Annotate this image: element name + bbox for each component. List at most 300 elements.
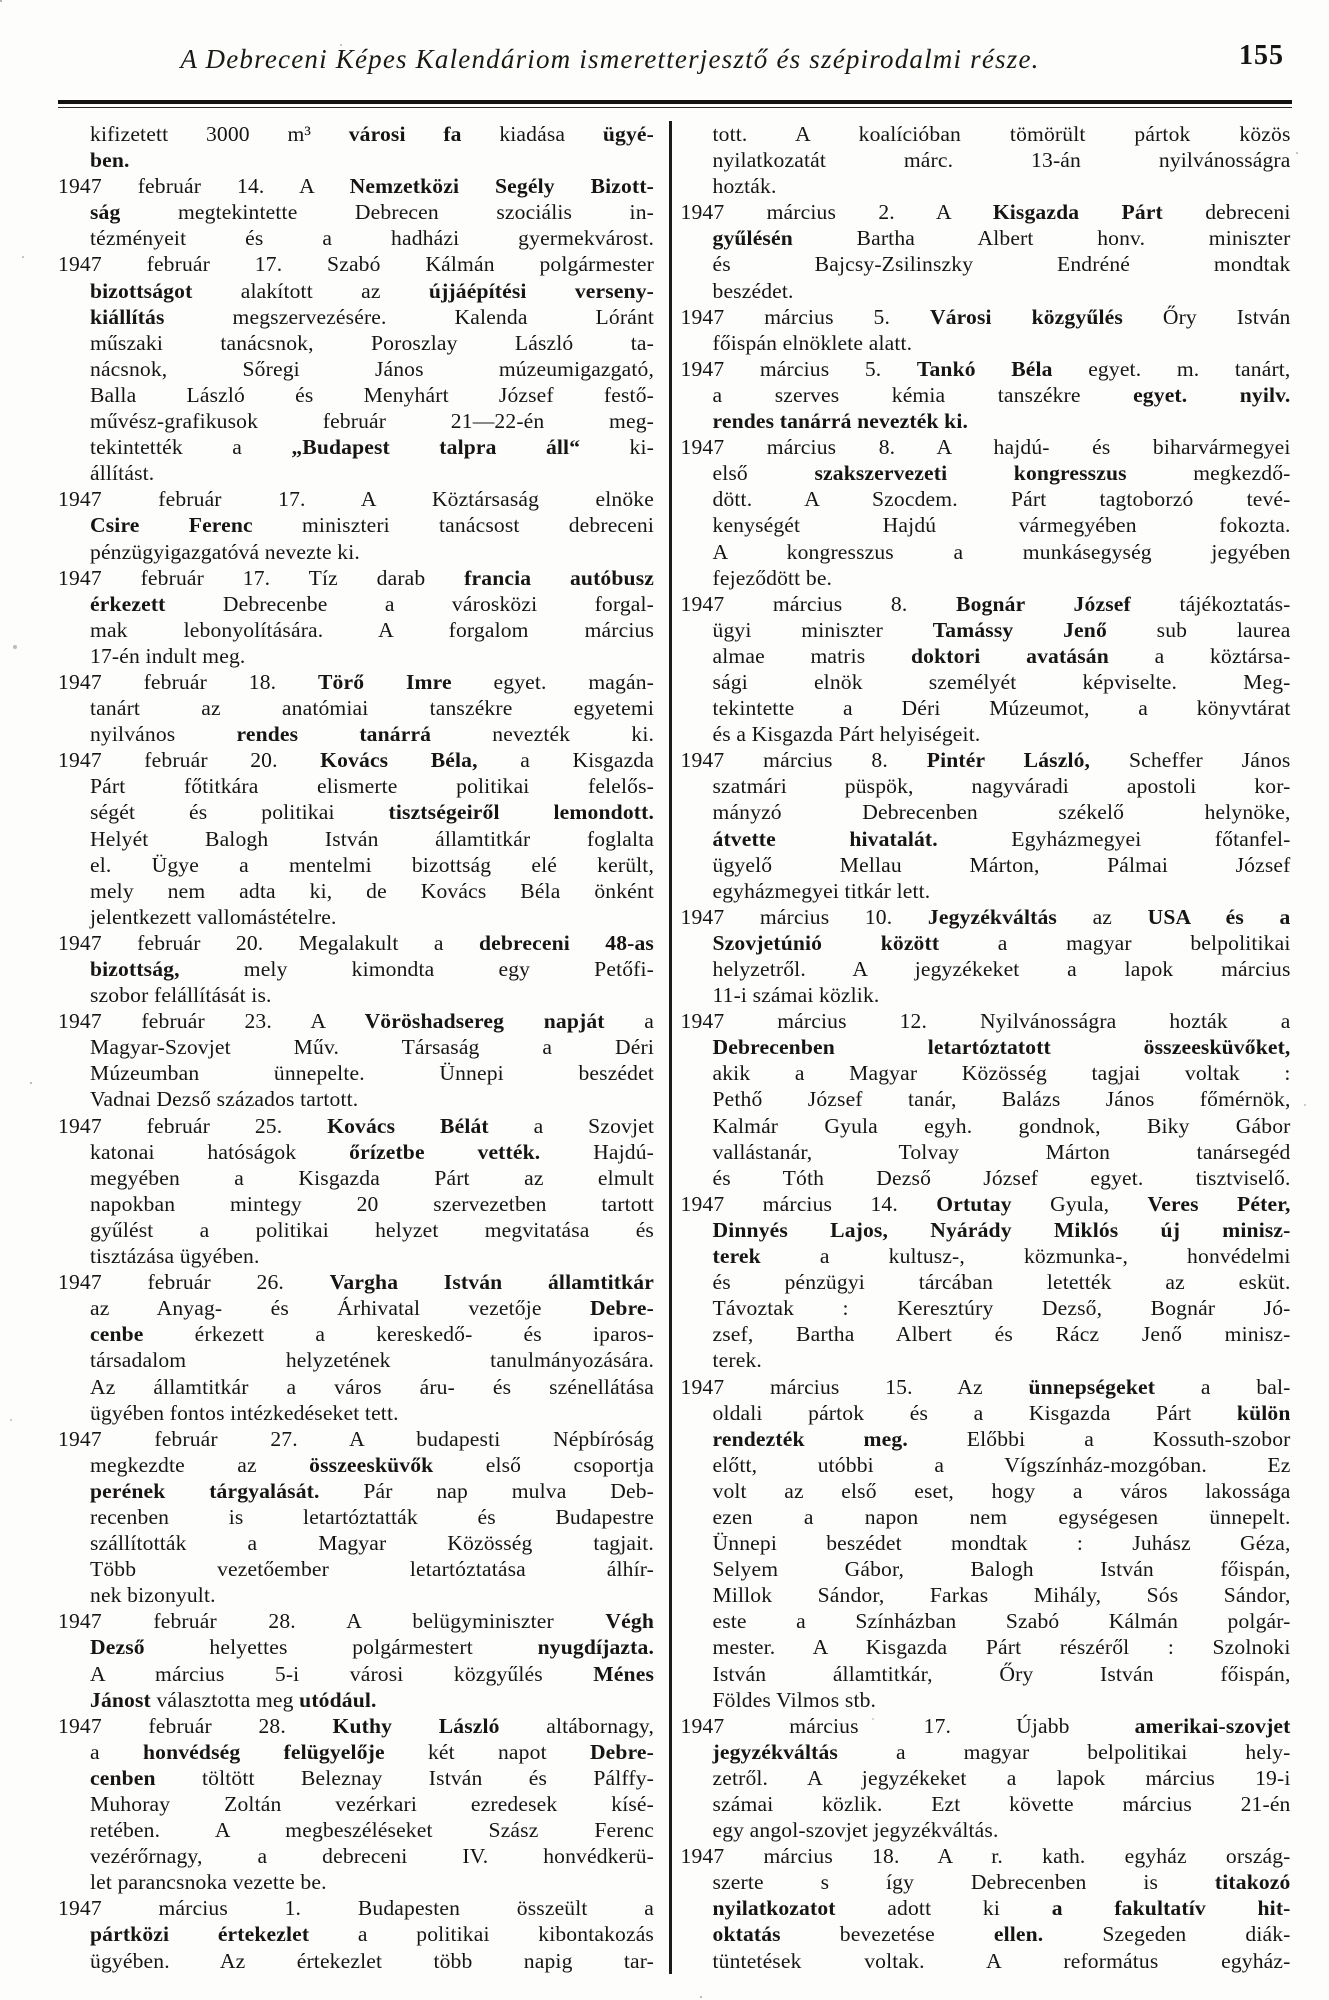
bold-text-run: Tankó Béla [916, 356, 1053, 381]
text-line [681, 747, 1291, 773]
text-line [681, 930, 1291, 956]
text-run: Muhoray Zoltán vezérkari ezredesek kísé- [90, 1792, 654, 1816]
text-line [681, 1165, 1291, 1191]
text-run: tott. A koalícióban tömörült pártok közös [712, 122, 1291, 146]
text-line [58, 1817, 654, 1843]
text-run: 1947 március 17. Újabb [680, 1713, 1135, 1738]
text-run: szobor felállítását is. [90, 983, 272, 1008]
text-run: gyűlést a politikai helyzet megvitatása és [90, 1217, 654, 1242]
text-line [681, 539, 1291, 565]
text-run: Helyét Balogh István államtitkár foglalta [90, 826, 654, 851]
bold-text-run: őrízetbe vették. [349, 1139, 541, 1164]
text-run: 1947 február 17. Szabó Kálmán polgármester [58, 252, 654, 277]
text-line [681, 121, 1291, 147]
text-line [58, 617, 654, 643]
text-run: és pénzügyi tárcában letették az esküt. [712, 1270, 1291, 1295]
text-line [681, 1400, 1291, 1426]
text-run: Hajdú- [540, 1139, 654, 1164]
text-line [681, 304, 1291, 330]
text-run: a Szovjet [488, 1113, 654, 1138]
text-run: 11-i számai közlik. [712, 983, 880, 1008]
text-run: Kalmár Gyula egyh. gondnok, Biky Gábor [712, 1113, 1291, 1138]
text-line [681, 643, 1291, 669]
text-run: megszervezésére. Kalenda Lóránt [164, 304, 654, 329]
text-run: előtt, utóbbi a Vígszínház-mozgóban. Ez [712, 1452, 1291, 1477]
bold-text-run: tisztségeiről lemondott. [388, 800, 654, 825]
text-run: 17-én indult meg. [90, 643, 246, 668]
text-line [58, 1661, 654, 1687]
bold-text-run: Kovács Bélát [327, 1113, 489, 1138]
text-line [58, 721, 654, 747]
text-line [681, 1817, 1291, 1843]
text-run: Pár nap mulva Deb- [319, 1478, 654, 1503]
bold-text-run: Dezső [90, 1635, 145, 1660]
text-line [681, 408, 1291, 434]
text-run: tekintették a [90, 435, 292, 460]
bold-text-run: Végh [605, 1609, 654, 1634]
text-run: a bal- [1155, 1374, 1291, 1399]
text-line [58, 878, 654, 904]
text-run: ki- [580, 435, 654, 460]
text-line [58, 278, 654, 304]
text-line [681, 512, 1291, 538]
text-line [58, 1452, 654, 1478]
text-run: Debrecenbe a városközi forgal- [165, 591, 654, 616]
text-run: tekintette a Déri Múzeumot, a könyvtárat [712, 696, 1291, 721]
text-run: állítást. [90, 461, 155, 486]
bold-text-run: átvette hivatalát. [712, 826, 938, 851]
text-line [58, 747, 654, 773]
text-run: kenységét Hajdú vármegyében fokozta. [712, 513, 1291, 538]
text-run: választotta meg [150, 1687, 300, 1712]
text-run: szállították a Magyar Közösség tagjait. [90, 1531, 654, 1556]
text-run: Szegeden diák- [1043, 1922, 1291, 1947]
bold-text-run: Bognár József [956, 591, 1131, 616]
text-line [58, 591, 654, 617]
text-line [58, 643, 654, 669]
text-line [681, 1948, 1291, 1974]
text-line [681, 1687, 1291, 1713]
text-run: 1947 február 27. A budapesti Népbíróság [58, 1426, 654, 1451]
text-line [58, 1765, 654, 1791]
text-run: 1947 február 28. A belügyminiszter [58, 1609, 606, 1634]
text-run: 1947 február 18. [58, 669, 318, 694]
bold-text-run: Kisgazda Párt [992, 200, 1163, 225]
text-run: 1947 március 2. A [680, 200, 993, 225]
bold-text-run: honvédség felügyelője [142, 1739, 385, 1764]
text-line [681, 695, 1291, 721]
text-run: ügyi miniszter [712, 617, 933, 642]
text-run: a magyar belpolitikai [939, 930, 1291, 955]
text-line [681, 1191, 1291, 1217]
text-run: katonai hatóságok [90, 1139, 350, 1164]
text-line [58, 956, 654, 982]
bold-text-run: Törő Imre [317, 669, 452, 694]
text-line [681, 1661, 1291, 1687]
text-run: mester. A Kisgazda Párt részéről : Szolnoki [712, 1635, 1291, 1660]
text-line [681, 225, 1291, 251]
text-run: zsef, Bartha Albert és Rácz Jenő minisz- [712, 1322, 1291, 1347]
text-run: mely nem adta ki, de Kovács Béla önként [90, 878, 654, 903]
text-run: ügyében fontos intézkedéseket tett. [90, 1400, 399, 1425]
bold-text-run: Nemzetközi Segély Bizott- [349, 174, 655, 199]
text-line [58, 826, 654, 852]
text-run: Magyar-Szovjet Műv. Társaság a Déri [90, 1035, 654, 1060]
page-title: A Debreceni Képes Kalendáriom ismeretterjesztő és szépirodalmi része. [180, 44, 1040, 74]
text-run: bevezetése [780, 1922, 994, 1947]
text-run: megkezdő- [1126, 461, 1291, 486]
text-line [58, 1895, 654, 1921]
text-line [58, 539, 654, 565]
text-run: 1947 február 23. A [58, 1009, 365, 1034]
bold-text-run: cenben [90, 1765, 156, 1790]
text-line [681, 1243, 1291, 1269]
text-line [58, 1008, 654, 1034]
text-run: nácsnok, Sőregi János múzeumigazgató, [90, 356, 654, 381]
bold-text-run: debreceni 48-as [478, 930, 654, 955]
text-run: let parancsnoka vezette be. [90, 1870, 327, 1895]
text-run: mely kimondta egy Petőfi- [179, 957, 654, 981]
bold-text-run: nyugdíjazta. [537, 1635, 654, 1660]
text-line [58, 1791, 654, 1817]
bold-text-run: Vargha István államtitkár [329, 1270, 654, 1295]
bold-text-run: Kovács Béla, [320, 748, 478, 773]
text-line [681, 1765, 1291, 1791]
text-line [58, 1374, 654, 1400]
text-run: tájékoztatás- [1130, 591, 1291, 616]
text-line [681, 1608, 1291, 1634]
text-line [58, 565, 654, 591]
text-line [58, 1321, 654, 1347]
text-run: műszaki tanácsnok, Poroszlay László ta- [90, 330, 654, 355]
text-run: ezen a napon nem egységesen ünnepelt. [712, 1504, 1291, 1529]
text-run: Balla László és Menyhárt József festő- [90, 382, 654, 407]
bold-text-run: rendezték meg. [712, 1426, 908, 1451]
text-line [58, 1478, 654, 1504]
text-run: Selyem Gábor, Balogh István főispán, [712, 1557, 1291, 1582]
bold-text-run: a fakultatív hit- [1051, 1896, 1291, 1921]
text-run: számai közlik. Ezt követte március 21-én [712, 1792, 1291, 1816]
text-line [58, 1582, 654, 1608]
text-run: megkezdte az [90, 1452, 310, 1477]
text-run: nevezték ki. [431, 722, 655, 747]
bold-text-run: újjáépítési verseny- [428, 278, 654, 303]
text-line [681, 852, 1291, 878]
bold-text-run: gyűlésén [712, 226, 793, 251]
text-line [58, 382, 654, 408]
text-line [58, 1687, 654, 1713]
bold-text-run: francia autóbusz [464, 565, 654, 590]
text-run: terek. [712, 1348, 762, 1373]
text-run: 1947 február 17. A Köztársaság elnöke [58, 487, 654, 512]
text-line [58, 852, 654, 878]
text-line [681, 1060, 1291, 1086]
bold-text-run: Tamássy Jenő [932, 617, 1107, 642]
text-line [681, 1634, 1291, 1660]
text-run: társadalom helyzetének tanulmányozására. [90, 1348, 654, 1373]
text-run: 1947 március 8. A hajdú- és biharvármegyei [680, 435, 1291, 460]
text-run: 1947 március 5. [680, 356, 917, 381]
text-line [58, 121, 654, 147]
bold-text-run: egyet. nyilv. [1133, 382, 1291, 407]
text-run: sub laurea [1106, 617, 1291, 642]
text-run: megyében a Kisgazda Párt az elmult [90, 1165, 654, 1190]
scan-noise [0, 0, 2, 2]
text-run: altábornagy, [499, 1713, 654, 1738]
bold-text-run: ünnepségeket [1028, 1374, 1156, 1399]
text-run: alakított az [192, 278, 429, 303]
bold-text-run: külön [1236, 1400, 1291, 1425]
text-run: 1947 február 20. [58, 748, 321, 773]
text-line [681, 1869, 1291, 1895]
text-run: 1947 február 14. A [58, 174, 350, 199]
text-line [58, 1269, 654, 1295]
page-number: 155 [1239, 40, 1284, 71]
text-line [681, 356, 1291, 382]
text-line [681, 278, 1291, 304]
text-run: és Bajcsy-Zsilinszky Endréné mondtak [712, 252, 1291, 277]
bold-text-run: Városi közgyűlés [929, 304, 1123, 329]
bold-text-run: ügyé- [602, 122, 654, 146]
text-line [58, 1556, 654, 1582]
text-line [681, 669, 1291, 695]
bold-text-run: rendes tanárrá nevezték ki. [712, 409, 969, 434]
text-line [58, 1739, 654, 1765]
text-run: oldali pártok és a Kisgazda Párt [712, 1400, 1237, 1425]
text-line [58, 1530, 654, 1556]
text-run: Millok Sándor, Farkas Mihály, Sós Sándor, [712, 1583, 1291, 1608]
text-run: Párt főtitkára elismerte politikai felelős- [90, 774, 654, 799]
text-line [681, 799, 1291, 825]
text-line [58, 225, 654, 251]
text-run: első csoportja [433, 1452, 654, 1477]
text-columns [58, 121, 1292, 1974]
text-run: 1947 március 5. [680, 304, 930, 329]
text-run: Távoztak : Keresztúry Dezső, Bognár Jó- [712, 1296, 1291, 1321]
text-line [681, 147, 1291, 173]
text-line [681, 904, 1291, 930]
text-line [681, 1217, 1291, 1243]
text-line [681, 1530, 1291, 1556]
text-line [681, 878, 1291, 904]
text-run: este a Színházban Szabó Kálmán polgár- [712, 1609, 1291, 1634]
text-run: Több vezetőember letartóztatása álhír- [90, 1557, 654, 1582]
text-run: 1947 február 20. Megalakult a [58, 930, 479, 955]
text-run: a Kisgazda [477, 748, 654, 773]
text-run: mányzó Debrecenben székelő helynöke, [712, 800, 1291, 825]
text-line [681, 982, 1291, 1008]
bold-text-run: perének tárgyalását. [90, 1478, 320, 1503]
text-line [681, 1034, 1291, 1060]
text-run: 1947 február 28. [58, 1713, 333, 1738]
text-line [681, 1113, 1291, 1139]
text-line [681, 1139, 1291, 1165]
text-line [681, 773, 1291, 799]
text-line [681, 1008, 1291, 1034]
column-right [681, 121, 1291, 1974]
text-line [58, 1869, 654, 1895]
text-line [681, 565, 1291, 591]
bold-text-run: Debre- [589, 1739, 654, 1764]
text-line [681, 486, 1291, 512]
text-run: A kongresszus a munkásegység jegyében [712, 539, 1291, 564]
text-run: szerte s így Debrecenben is [712, 1870, 1215, 1895]
bold-text-run: terek [712, 1244, 761, 1269]
text-run: Őry István [1122, 304, 1291, 329]
text-run: Vadnai Dezső százados tartott. [90, 1087, 359, 1112]
text-run: töltött Beleznay István és Pálffy- [155, 1765, 654, 1790]
page-header [58, 0, 1292, 92]
text-run: jelentkezett vallomástételre. [90, 904, 337, 929]
text-line [58, 408, 654, 434]
text-run: beszédet. [712, 278, 794, 303]
text-line [58, 1426, 654, 1452]
text-line [681, 1347, 1291, 1373]
text-run: volt az első eset, hogy a város lakossága [712, 1478, 1291, 1503]
text-line [58, 1400, 654, 1426]
text-run: tanárt az anatómiai tanszékre egyetemi [90, 696, 654, 721]
text-run: Előbbi a Kossuth-szobor [907, 1426, 1291, 1451]
text-run: Pethő József tanár, Balázs János főmérnök, [712, 1087, 1291, 1112]
text-line [58, 1713, 654, 1739]
text-line [681, 617, 1291, 643]
text-line [681, 1739, 1291, 1765]
text-run: 1947 március 14. [680, 1191, 937, 1216]
text-run: Scheffer János [1090, 748, 1291, 773]
text-line [58, 1504, 654, 1530]
text-line [681, 1269, 1291, 1295]
bold-text-run: amerikai-szovjet [1134, 1713, 1291, 1738]
text-run: 1947 február 26. [58, 1270, 330, 1295]
bold-text-run: Csire Ferenc [90, 513, 253, 538]
text-run: A március 5-i városi közgyűlés [90, 1661, 594, 1686]
text-run: dött. A Szocdem. Párt tagtoborzó tevé- [712, 487, 1291, 512]
text-line [681, 1452, 1291, 1478]
text-run: sági elnök személyét képviselte. Meg- [712, 669, 1291, 694]
bold-text-run: Ortutay [936, 1191, 1012, 1216]
text-run: a [604, 1009, 654, 1034]
text-line [681, 1374, 1291, 1400]
text-run: a köztársa- [1108, 643, 1291, 668]
bold-text-run: „Budapest talpra áll“ [291, 435, 581, 460]
text-run: megtekintette Debrecen szociális in- [120, 200, 654, 225]
text-run: adott ki [835, 1896, 1052, 1921]
text-run: Ünnepi beszédet mondtak : Juhász Géza, [712, 1531, 1291, 1556]
text-line [58, 1948, 654, 1974]
text-line [58, 1243, 654, 1269]
bold-text-run: Debrecenben letartóztatott összeesküvőket, [712, 1035, 1291, 1060]
text-line [681, 1478, 1291, 1504]
text-run: az Anyag- és Árhivatal vezetője [90, 1296, 590, 1321]
text-line [681, 1921, 1291, 1947]
text-line [681, 1582, 1291, 1608]
text-run: Az államtitkár a város áru- és szénellátása [90, 1374, 654, 1399]
bold-text-run: bizottságot [90, 278, 193, 303]
text-run: nek bizonyult. [90, 1583, 216, 1608]
bold-text-run: Dinnyés Lajos, Nyárády Miklós új minisz- [712, 1217, 1291, 1242]
text-line [58, 512, 654, 538]
bold-text-run: pártközi értekezlet [90, 1922, 310, 1947]
text-line [681, 1295, 1291, 1321]
text-line [681, 1791, 1291, 1817]
bold-text-run: kiállítás [90, 304, 165, 329]
text-run: 1947 február 25. [58, 1113, 328, 1138]
text-run: és Tóth Dezső József egyet. tisztviselő. [712, 1165, 1291, 1190]
text-line [58, 147, 654, 173]
bold-text-run: ben. [90, 148, 130, 173]
bold-text-run: Debre- [589, 1296, 654, 1321]
text-run: recenben is letartóztatták és Budapestre [90, 1504, 654, 1529]
bold-text-run: összeesküvők [309, 1452, 434, 1477]
text-run: almae matris [712, 643, 912, 668]
header-rule [58, 100, 1292, 108]
text-run: ségét és politikai [90, 800, 389, 825]
text-line [58, 304, 654, 330]
text-line [681, 1426, 1291, 1452]
text-line [58, 1843, 654, 1869]
text-run: Földes Vilmos stb. [712, 1687, 877, 1712]
bold-text-run: Pintér László, [926, 748, 1091, 773]
text-line [681, 1321, 1291, 1347]
text-line [58, 1113, 654, 1139]
text-line [681, 1504, 1291, 1530]
bold-text-run: Vöröshadsereg napját [364, 1009, 605, 1034]
text-run: ügyelő Mellau Márton, Pálmai József [712, 852, 1291, 877]
text-run: 1947 március 18. A r. kath. egyház ország- [680, 1844, 1291, 1869]
text-line [58, 1217, 654, 1243]
text-line [681, 826, 1291, 852]
bold-text-run: doktori avatásán [911, 643, 1109, 668]
text-run: tisztázása ügyében. [90, 1244, 260, 1269]
text-run: 1947 február 17. Tíz darab [58, 565, 465, 590]
text-line [58, 434, 654, 460]
text-run: nyilatkozatát márc. 13-án nyilvánosságra [712, 148, 1291, 173]
text-run: Gyula, [1011, 1191, 1148, 1216]
text-run: a kultusz-, közmunka-, honvédelmi [760, 1244, 1291, 1269]
text-run: hozták. [712, 174, 777, 199]
text-line [58, 930, 654, 956]
text-line [681, 173, 1291, 199]
text-line [58, 173, 654, 199]
text-line [681, 1895, 1291, 1921]
text-line [58, 799, 654, 825]
text-run: az [1056, 904, 1148, 929]
text-run: tézményeit és a hadházi gyermekvárost. [90, 226, 654, 251]
text-run: retében. A megbeszéléseket Szász Ferenc [90, 1818, 654, 1843]
text-run: 1947 március 8. [680, 748, 927, 773]
text-line [58, 982, 654, 1008]
text-line [58, 1295, 654, 1321]
text-run: zetről. A jegyzékeket a lapok március 19-i [712, 1765, 1291, 1790]
text-run: pénzügyigazgatóvá nevezte ki. [90, 539, 360, 564]
text-line [681, 1843, 1291, 1869]
text-run: a szerves kémia tanszékre [712, 382, 1134, 407]
column-left [58, 121, 654, 1974]
text-line [681, 382, 1291, 408]
text-line [58, 356, 654, 382]
bold-text-run: Szovjetúnió között [712, 930, 940, 955]
text-line [681, 1713, 1291, 1739]
text-run: egyházmegyei titkár lett. [712, 878, 931, 903]
text-run: egy angol-szovjet jegyzékváltás. [712, 1818, 999, 1843]
text-line [681, 460, 1291, 486]
text-run: 1947 március 1. Budapesten összeült a [58, 1896, 654, 1921]
text-line [58, 773, 654, 799]
text-run: nyilvános [90, 722, 237, 747]
text-run: szatmári püspök, nagyváradi apostoli kor- [712, 774, 1291, 799]
bold-text-run: Kuthy László [332, 1713, 500, 1738]
bold-text-run: titakozó [1214, 1870, 1291, 1895]
